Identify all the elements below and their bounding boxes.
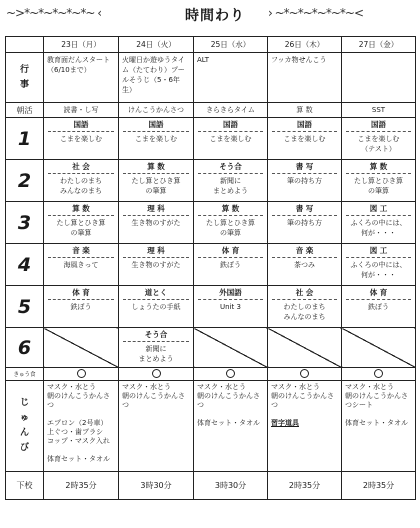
junbi-item [271,410,338,419]
junbi-item: 朝のけんこうかんさつ [122,392,185,409]
empty-cell [44,328,119,368]
kyushoku-cell [44,368,119,381]
period-number: 5 [6,286,44,328]
gekou-cell: 3時30分 [194,472,268,500]
lesson-content [44,132,118,144]
lesson-content [44,174,118,196]
junbi-item [47,446,115,455]
lesson-line: ふくろの中には、 [350,219,407,227]
asakatsu-cell: 算 数 [268,103,342,118]
junbi-item [47,410,115,419]
lesson-cell [194,118,268,160]
gekou-row [6,472,416,500]
lesson-line: たし算とひき算 [56,219,106,227]
lesson-line: の筆算 [220,229,241,237]
subject: 体 育 [346,286,411,300]
period-number: 2 [6,160,44,202]
gekou-cell: 2時35分 [342,472,416,500]
kyushoku-label: きゅう食 [6,368,44,381]
gekou-cell: 2時35分 [44,472,119,500]
subject: 国語 [123,118,189,132]
lesson-content [342,258,415,280]
empty-cell [342,328,416,368]
day-header: 26日（木） [268,37,342,53]
lesson-cell [44,160,119,202]
lesson-cell [342,118,416,160]
subject: 音 楽 [48,244,114,258]
junbi-item: マスク・水とう [271,383,320,391]
lesson-cell [342,286,416,328]
lesson-line: 筆の持ち方 [287,219,322,227]
junbi-cell [268,381,342,472]
subject: 算 数 [346,160,411,174]
lesson-line: こまを楽しむ [209,135,252,143]
lesson-line: 海風きって [63,261,99,269]
subject: 図 工 [346,244,411,258]
lesson-content [342,300,415,312]
lesson-cell [342,244,416,286]
junbi-cell [194,381,268,472]
decoration-left: ~>*~*~*~*~*~ ‹ [6,6,101,20]
lesson-cell [342,160,416,202]
subject: 音 楽 [272,244,337,258]
junbi-item: 上ぐつ・歯ブラシ [47,428,103,436]
lesson-content [342,132,415,154]
circle-mark-icon [226,369,235,378]
lesson-line: わたしのまち [60,177,102,185]
gekou-cell: 3時30分 [119,472,194,500]
lesson-line: こまを楽しむ [135,135,177,143]
lesson-cell [342,202,416,244]
lesson-cell [194,202,268,244]
lesson-line: 新聞に [220,177,241,185]
subject: 書 写 [272,160,337,174]
junbi-item: 朝のけんこうかんさつシート [345,392,408,409]
event-cell [342,53,416,103]
lesson-cell [44,244,119,286]
lesson-line: 鉄ぼう [70,303,92,311]
junbi-item: 体育セット・タオル [345,419,408,427]
lesson-content [268,132,341,144]
day-header: 23日（月） [44,37,119,53]
lesson-cell [44,286,119,328]
period-row-5 [6,286,416,328]
lesson-line: 茶つみ [294,261,315,269]
period-row-3 [6,202,416,244]
lesson-cell [268,118,342,160]
event-cell: フッカ物せんこう [268,53,342,103]
lesson-content [44,216,118,238]
lesson-line: 鉄ぼう [368,303,389,311]
period-number: 3 [6,202,44,244]
lesson-cell [119,286,194,328]
timetable [5,36,416,500]
junbi-item [345,410,412,419]
lesson-cell [194,286,268,328]
period-number: 1 [6,118,44,160]
lesson-line: の筆算 [70,229,92,237]
junbi-row [6,381,416,472]
day-header: 27日（金） [342,37,416,53]
lesson-cell [268,160,342,202]
lesson-line: 何が・・・ [361,271,396,279]
corner-cell [6,37,44,53]
events-row [6,53,416,103]
subject: 体 育 [48,286,114,300]
junbi-item [197,410,264,419]
junbi-item: 体育セット・タオル [197,419,260,427]
circle-mark-icon [77,369,86,378]
lesson-content [194,132,267,144]
subject: 理 科 [123,202,189,216]
event-cell: 火曜日か遊ゆうタイム（たてわり）プールそうじ（5・6年生） [119,53,194,103]
lesson-content [194,258,267,270]
lesson-content [44,258,118,270]
lesson-content [119,216,193,228]
lesson-line: 何が・・・ [361,229,396,237]
lesson-line: Unit 3 [220,303,241,311]
lesson-content [342,174,415,196]
lesson-content [194,216,267,238]
subject: 道とく [123,286,189,300]
subject: 算 数 [123,160,189,174]
junbi-item: マスク・水とう [47,383,96,391]
junbi-cell [44,381,119,472]
lesson-line: みんなのまち [283,313,326,321]
junbi-cell [342,381,416,472]
kyushoku-cell [194,368,268,381]
header-row [6,37,416,53]
junbi-item: 習字道具 [271,419,299,427]
lesson-line: こまを楽しむ [283,135,326,143]
junbi-cell [119,381,194,472]
lesson-line: 生き物のすがた [131,219,181,227]
lesson-cell [194,160,268,202]
junbi-item: 朝のけんこうかんさつ [47,392,110,409]
circle-mark-icon [374,369,383,378]
lesson-line: たし算とひき算 [131,177,181,185]
subject: 国語 [198,118,263,132]
circle-mark-icon [152,369,161,378]
title-bar [0,0,420,30]
kyushoku-cell [342,368,416,381]
lesson-line: ふくろの中には、 [350,261,407,269]
lesson-cell [44,118,119,160]
junbi-label: じゅんび [6,381,44,472]
lesson-line: たし算とひき算 [354,177,403,185]
lesson-line: こまを楽しむ [60,135,102,143]
day-header: 25日（水） [194,37,268,53]
lesson-line: の筆算 [145,187,167,195]
lesson-cell [268,244,342,286]
junbi-item: マスク・水とう [197,383,246,391]
gekou-cell: 2時35分 [268,472,342,500]
empty-cell [194,328,268,368]
subject: 図 工 [346,202,411,216]
junbi-item: マスク・水とう [122,383,171,391]
lesson-line: わたしのまち [283,303,326,311]
subject: 理 科 [123,244,189,258]
decoration-right: › ~*~*~*~*~*~< [268,6,363,20]
lesson-content [268,300,341,322]
circle-mark-icon [300,369,309,378]
period-number: 4 [6,244,44,286]
lesson-cell [119,160,194,202]
lesson-content [44,300,118,312]
lesson-cell [268,286,342,328]
lesson-cell [119,328,194,368]
subject: そう合 [123,328,189,342]
empty-cell [268,328,342,368]
event-cell: 教育面だんスタート（6/10まで） [44,53,119,103]
kyushoku-row [6,368,416,381]
lesson-cell [268,202,342,244]
lesson-line: 筆の持ち方 [287,177,322,185]
lesson-content [268,216,341,228]
asakatsu-row [6,103,416,118]
period-row-1 [6,118,416,160]
lesson-line: みんなのまち [60,187,102,195]
subject: 社 会 [48,160,114,174]
day-header: 24日（火） [119,37,194,53]
subject: 算 数 [48,202,114,216]
lesson-line: の筆算 [368,187,389,195]
junbi-item: 体育セット・タオル [47,455,110,463]
lesson-line: 鉄ぼう [220,261,241,269]
asakatsu-cell: SST [342,103,416,118]
lesson-content [268,258,341,270]
lesson-content [194,300,267,312]
periods [6,118,416,328]
kyushoku-cell [119,368,194,381]
period-number: 6 [6,328,44,368]
period-row-6 [6,328,416,368]
subject: そう合 [198,160,263,174]
lesson-content [119,174,193,196]
lesson-line: しょうたの手紙 [131,303,181,311]
lesson-content [119,258,193,270]
lesson-content [119,132,193,144]
event-cell: ALT [194,53,268,103]
lesson-line: こまを楽しむ [357,135,400,143]
subject: 国語 [48,118,114,132]
lesson-line: （テスト） [361,145,396,153]
subject: 体 育 [198,244,263,258]
page-title: 時間わり [185,8,245,24]
lesson-cell [119,202,194,244]
lesson-line: 生き物のすがた [131,261,181,269]
lesson-line: たし算とひき算 [206,219,255,227]
junbi-item: 朝のけんこうかんさつ [197,392,260,409]
junbi-item: マスク・水とう [345,383,394,391]
lesson-cell [194,244,268,286]
asakatsu-cell: けんこうかんさつ [119,103,194,118]
lesson-cell [119,244,194,286]
asakatsu-label: 朝活 [6,103,44,118]
subject: 国語 [272,118,337,132]
lesson-content: 新聞に まとめよう [138,345,174,363]
kyushoku-cell [268,368,342,381]
subject: 算 数 [198,202,263,216]
lesson-cell [119,118,194,160]
lesson-content [342,216,415,238]
subject: 外国語 [198,286,263,300]
lesson-content [268,174,341,186]
asakatsu-cell: きらきらタイム [194,103,268,118]
subject: 書 写 [272,202,337,216]
lesson-content [194,174,267,196]
events-label: 行事 [6,53,44,103]
lesson-cell [44,202,119,244]
asakatsu-cell: 読書・し写 [44,103,119,118]
lesson-line: まとめよう [213,187,248,195]
lesson-content [119,300,193,312]
subject: 国語 [346,118,411,132]
subject: 社 会 [272,286,337,300]
period-row-4 [6,244,416,286]
period-row-2 [6,160,416,202]
junbi-item: エプロン（2号車） [47,419,108,427]
junbi-item: 朝のけんこうかんさつ [271,392,334,409]
gekou-label: 下校 [6,472,44,500]
junbi-item: コップ・マスク入れ [47,437,110,445]
